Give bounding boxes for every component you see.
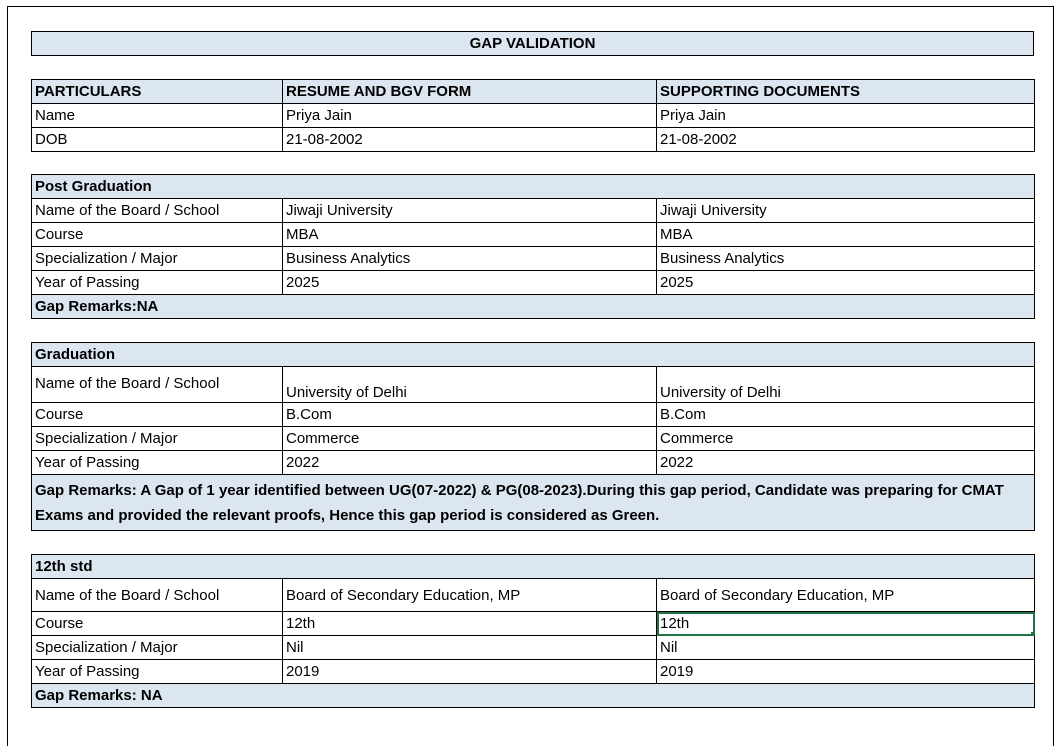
header-particulars[interactable]: PARTICULARS [32, 80, 283, 104]
label-cell[interactable]: Course [32, 223, 283, 247]
table-row [32, 223, 1035, 247]
table-row [32, 271, 1035, 295]
label-cell[interactable]: Year of Passing [32, 660, 283, 684]
table-row [32, 451, 1035, 475]
docs-cell[interactable]: University of Delhi [657, 367, 1035, 403]
table-row [32, 579, 1035, 612]
table-row [32, 247, 1035, 271]
docs-cell[interactable]: Priya Jain [657, 104, 1035, 128]
table-row [32, 199, 1035, 223]
table-row [32, 128, 1035, 152]
docs-cell[interactable]: B.Com [657, 403, 1035, 427]
gap-remarks[interactable]: Gap Remarks:NA [32, 295, 1035, 319]
resume-cell[interactable]: 12th [283, 612, 657, 636]
resume-cell[interactable]: B.Com [283, 403, 657, 427]
selected-cell[interactable]: 12th [657, 612, 1035, 636]
resume-cell[interactable]: Business Analytics [283, 247, 657, 271]
docs-cell[interactable]: MBA [657, 223, 1035, 247]
docs-cell[interactable]: 2022 [657, 451, 1035, 475]
table-row [32, 104, 1035, 128]
label-cell[interactable]: Name of the Board / School [32, 579, 283, 612]
section-heading[interactable]: 12th std [32, 555, 1035, 579]
table-row [32, 612, 1035, 636]
table-row [32, 660, 1035, 684]
docs-cell[interactable]: 2019 [657, 660, 1035, 684]
docs-cell[interactable]: Jiwaji University [657, 199, 1035, 223]
resume-cell[interactable]: 2025 [283, 271, 657, 295]
label-cell[interactable]: Specialization / Major [32, 427, 283, 451]
ug-table [31, 342, 1035, 531]
resume-cell[interactable]: Board of Secondary Education, MP [283, 579, 657, 612]
label-cell[interactable]: Name of the Board / School [32, 199, 283, 223]
resume-cell[interactable]: MBA [283, 223, 657, 247]
docs-cell[interactable]: 21-08-2002 [657, 128, 1035, 152]
table-row [32, 636, 1035, 660]
header-documents[interactable]: SUPPORTING DOCUMENTS [657, 80, 1035, 104]
label-cell[interactable]: Name of the Board / School [32, 367, 283, 403]
resume-cell[interactable]: Jiwaji University [283, 199, 657, 223]
personal-table [31, 79, 1035, 152]
header-resume[interactable]: RESUME AND BGV FORM [283, 80, 657, 104]
label-cell[interactable]: DOB [32, 128, 283, 152]
gap-remarks[interactable]: Gap Remarks: NA [32, 684, 1035, 708]
label-cell[interactable]: Specialization / Major [32, 247, 283, 271]
resume-cell[interactable]: University of Delhi [283, 367, 657, 403]
resume-cell[interactable]: Nil [283, 636, 657, 660]
resume-cell[interactable]: Commerce [283, 427, 657, 451]
section-heading[interactable]: Graduation [32, 343, 1035, 367]
docs-cell[interactable]: Commerce [657, 427, 1035, 451]
table-row [32, 403, 1035, 427]
section-heading[interactable]: Post Graduation [32, 175, 1035, 199]
docs-cell[interactable]: 2025 [657, 271, 1035, 295]
std12-table [31, 554, 1035, 708]
table-row [32, 367, 1035, 403]
label-cell[interactable]: Year of Passing [32, 271, 283, 295]
table-row [32, 427, 1035, 451]
docs-cell[interactable]: Board of Secondary Education, MP [657, 579, 1035, 612]
resume-cell[interactable]: 2019 [283, 660, 657, 684]
resume-cell[interactable]: Priya Jain [283, 104, 657, 128]
label-cell[interactable]: Course [32, 612, 283, 636]
page-title[interactable]: GAP VALIDATION [32, 32, 1034, 56]
pg-table [31, 174, 1035, 319]
resume-cell[interactable]: 21-08-2002 [283, 128, 657, 152]
docs-cell[interactable]: Business Analytics [657, 247, 1035, 271]
docs-cell[interactable]: Nil [657, 636, 1035, 660]
label-cell[interactable]: Name [32, 104, 283, 128]
resume-cell[interactable]: 2022 [283, 451, 657, 475]
label-cell[interactable]: Year of Passing [32, 451, 283, 475]
label-cell[interactable]: Specialization / Major [32, 636, 283, 660]
gap-remarks[interactable]: Gap Remarks: A Gap of 1 year identified between UG(07-2022) & PG(08-2023).During this gap period, Candidate was preparing for CMAT Exams and provided the relevant proofs, Hence this gap period is considered as Green. [32, 475, 1035, 531]
label-cell[interactable]: Course [32, 403, 283, 427]
header-row [32, 80, 1035, 104]
title-table [31, 31, 1034, 56]
